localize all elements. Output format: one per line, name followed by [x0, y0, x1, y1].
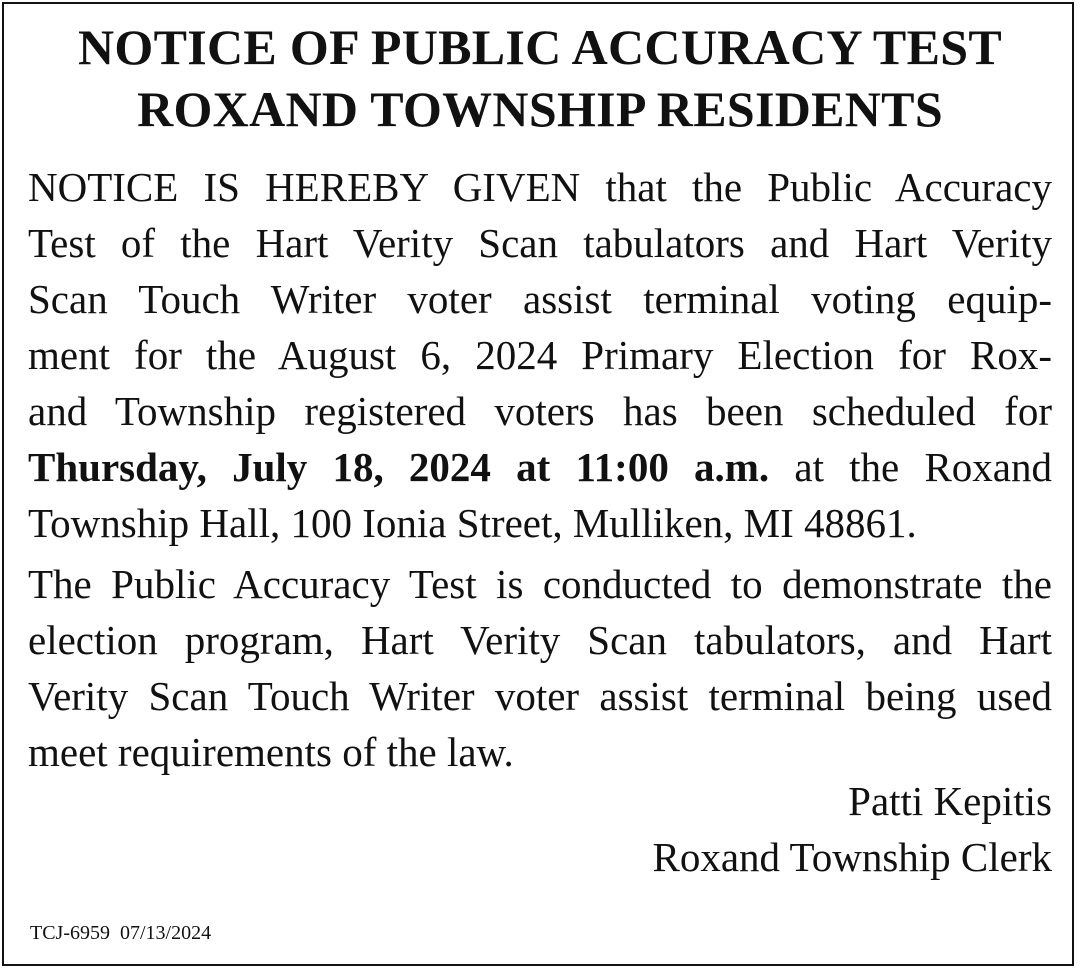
- footer-date: 07/13/2024: [120, 922, 212, 944]
- notice-title-line-1: NOTICE OF PUBLIC ACCURACY TEST: [78, 19, 1002, 75]
- paragraph-1-line: NOTICE IS HEREBY GIVEN that the Public Accuracy: [28, 164, 1052, 210]
- notice-paragraph-2: [28, 556, 1052, 780]
- footer-ad-id: TCJ-6959: [30, 922, 110, 944]
- paragraph-1-line: and Township registered voters has been scheduled for: [28, 388, 1052, 434]
- notice-paragraph-1: [28, 159, 1052, 551]
- footer-reference: [30, 921, 211, 945]
- notice-title-line-2: ROXAND TOWNSHIP RESIDENTS: [137, 81, 943, 137]
- paragraph-2-line: Verity Scan Touch Writer voter assist terminal being used: [28, 673, 1052, 719]
- signature-title: Roxand Township Clerk: [652, 834, 1052, 880]
- test-location-start: at the Roxand: [794, 444, 1052, 490]
- paragraph-1-line-date: [28, 439, 1052, 495]
- test-date-time: Thursday, July 18, 2024 at 11:00 a.m.: [28, 444, 770, 490]
- paragraph-2-line: meet requirements of the law.: [28, 729, 514, 775]
- signature-name: Patti Kepitis: [848, 778, 1052, 824]
- paragraph-1-line: ment for the August 6, 2024 Primary Election for Rox-: [28, 332, 1052, 378]
- paragraph-1-line: Township Hall, 100 Ionia Street, Mulliken, MI 48861.: [28, 500, 917, 546]
- paragraph-1-line: Test of the Hart Verity Scan tabulators and Hart Verity: [28, 220, 1052, 266]
- paragraph-1-line: Scan Touch Writer voter assist terminal voting equip-: [28, 276, 1052, 322]
- paragraph-2-line: The Public Accuracy Test is conducted to demonstrate the: [28, 561, 1052, 607]
- paragraph-2-line: election program, Hart Verity Scan tabulators, and Hart: [28, 617, 1052, 663]
